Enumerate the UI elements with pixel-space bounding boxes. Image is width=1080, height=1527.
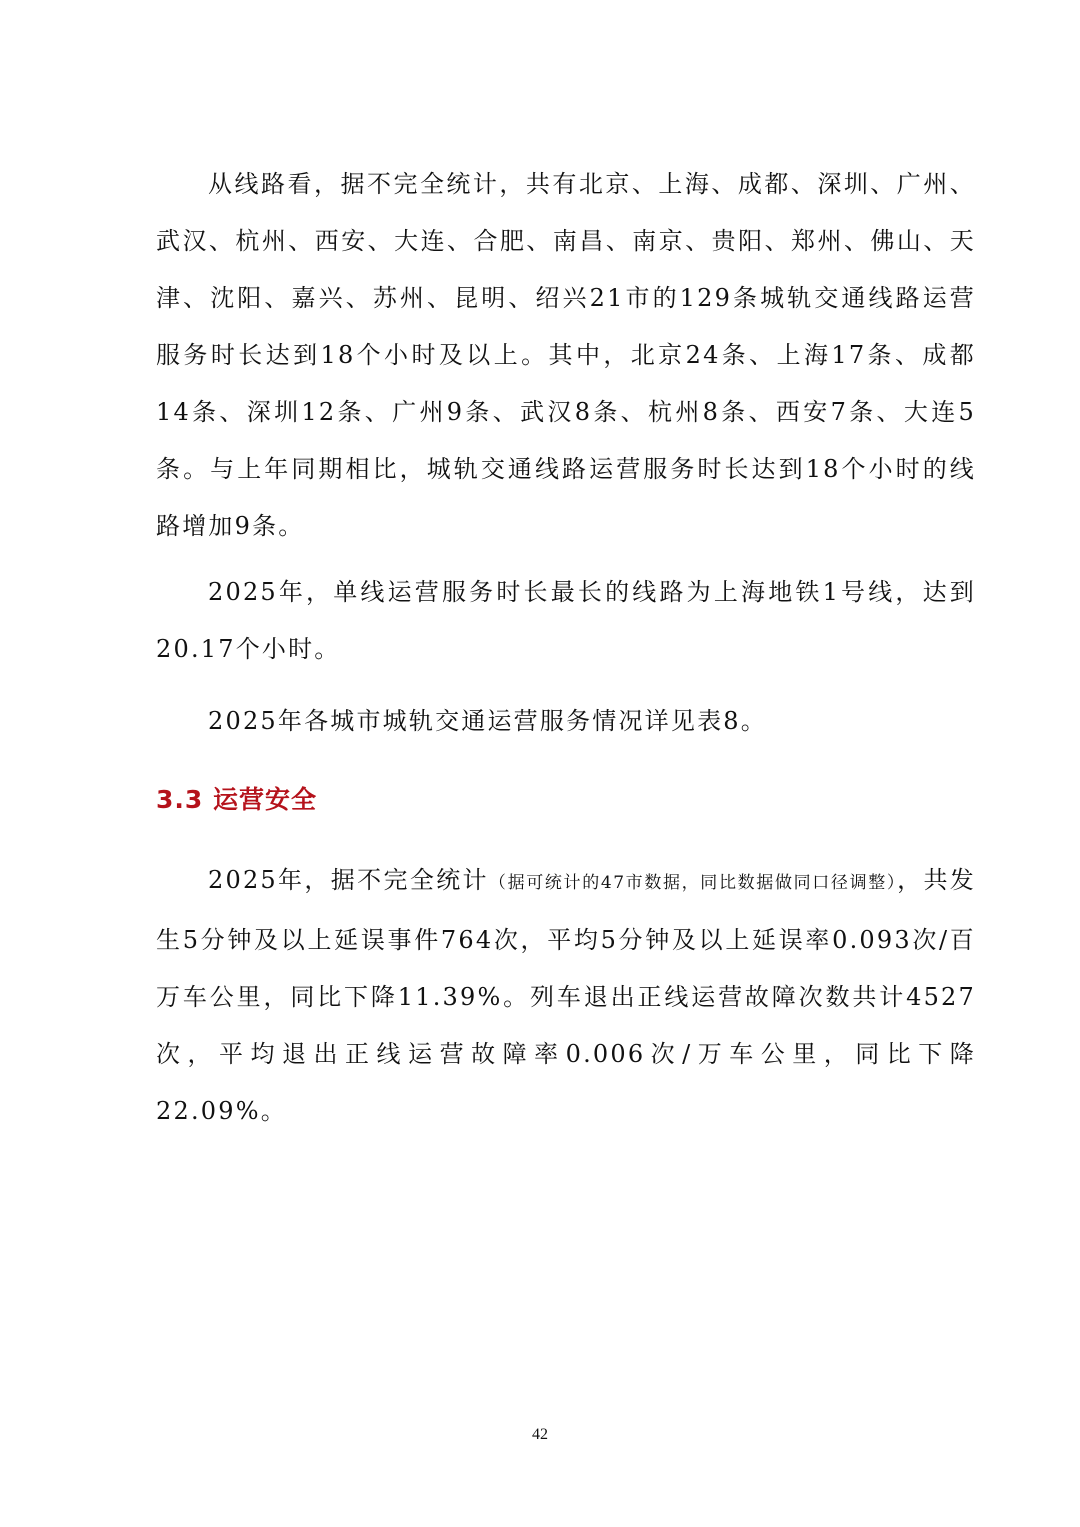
section-heading-operation-safety: 3.3 运营安全 <box>156 785 317 814</box>
page-number: 42 <box>532 1426 548 1443</box>
paragraph-longest-line: 2025年，单线运营服务时长最长的线路为上海地铁1号线，达到20.17个小时。 <box>156 578 976 663</box>
safety-body-text: ，共发生5分钟及以上延误事件764次，平均5分钟及以上延误率0.093次/百万车公里，同比下降11.39%。列车退出正线运营故障次数共计4527次，平均退出正线运营故障率0.006次/万车公里，同比下降22.09%。 <box>156 866 976 1125</box>
paragraph-operation-safety <box>156 852 976 1140</box>
safety-lead-text: 2025年，据不完全统计 <box>208 866 489 894</box>
paragraph-route-service-hours: 从线路看，据不完全统计，共有北京、上海、成都、深圳、广州、武汉、杭州、西安、大连、合肥、南昌、南京、贵阳、郑州、佛山、天津、沈阳、嘉兴、苏州、昆明、绍兴21市的129条城轨交通线路运营服务时长达到18个小时及以上。其中，北京24条、上海17条、成都14条、深圳12条、广州9条、武汉8条、杭州8条、西安7条、大连5条。与上年同期相比，城轨交通线路运营服务时长达到18个小时的线路增加9条。 <box>156 170 976 540</box>
safety-note-text: （据可统计的47市数据，同比数据做同口径调整） <box>488 873 898 893</box>
paragraph-table-reference: 2025年各城市城轨交通运营服务情况详见表8。 <box>208 707 767 735</box>
